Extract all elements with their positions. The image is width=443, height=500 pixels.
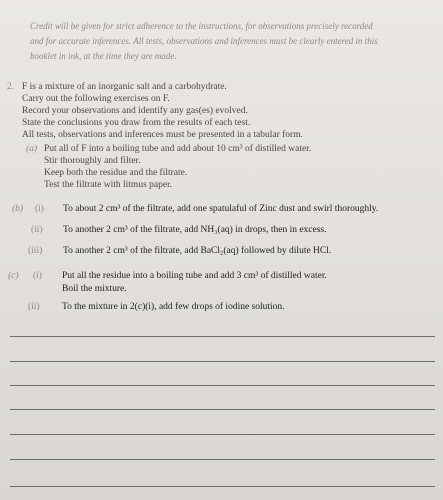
part-c-item-1-continued: Boil the mixture. (62, 284, 127, 294)
part-a-line-2: Stir thoroughly and filter. (44, 156, 141, 166)
answer-line[interactable] (10, 361, 435, 362)
q2-line-5: All tests, observations and inferences must be presented in a tabular form. (22, 130, 303, 140)
part-b-item-3-number: (iii) (28, 246, 43, 256)
part-c-item-1-text: Put all the residue into a boiling tube and add 3 cm³ of distilled water. (62, 271, 327, 281)
part-b-item-3-text: To another 2 cm³ of the filtrate, add BaCl₂(aq) followed by dilute HCl. (63, 246, 332, 256)
answer-line[interactable] (10, 459, 435, 460)
question-number: 2. (7, 82, 15, 92)
answer-line[interactable] (10, 434, 435, 435)
answer-line[interactable] (10, 336, 435, 337)
q2-line-2: Carry out the following exercises on F. (22, 94, 170, 104)
intro-line-3: booklet in ink, at the time they are made. (30, 51, 177, 61)
part-a-line-1: Put all of F into a boiling tube and add about 10 cm³ of distilled water. (44, 144, 312, 154)
part-b-item-1-text: To about 2 cm³ of the filtrate, add one spatulaful of Zinc dust and swirl thoroughly. (63, 204, 379, 214)
part-a-line-4: Test the filtrate with litmus paper. (44, 180, 173, 190)
part-b-item-2-number: (ii) (31, 225, 43, 235)
q2-line-1: F is a mixture of an inorganic salt and a carbohydrate. (22, 82, 227, 92)
part-b-item-1-number: (i) (35, 204, 44, 214)
part-b-item-2-text: To another 2 cm³ of the filtrate, add NH₃(aq) in drops, then in excess. (63, 225, 327, 235)
intro-line-2: and for accurate inferences. All tests, observations and inferences must be clearly entered in this (30, 36, 378, 46)
part-c-item-2-text: To the mixture in 2(c)(i), add few drops of iodine solution. (62, 302, 285, 312)
part-a-line-3: Keep both the residue and the filtrate. (44, 168, 188, 178)
part-a-label: (a) (26, 144, 38, 154)
part-c-item-1-number: (i) (33, 271, 42, 281)
part-c-item-2-number: (ii) (28, 302, 40, 312)
answer-line[interactable] (10, 409, 435, 410)
q2-line-4: State the conclusions you draw from the results of each test. (22, 118, 251, 128)
q2-line-3: Record your observations and identify any gas(es) evolved. (22, 106, 248, 116)
part-c-label: (c) (8, 271, 19, 281)
intro-line-1: Credit will be given for strict adherence to the instructions, for observations precisely recorded (30, 21, 373, 31)
answer-line[interactable] (10, 385, 435, 386)
answer-line[interactable] (10, 486, 435, 487)
part-b-label: (b) (12, 204, 24, 214)
